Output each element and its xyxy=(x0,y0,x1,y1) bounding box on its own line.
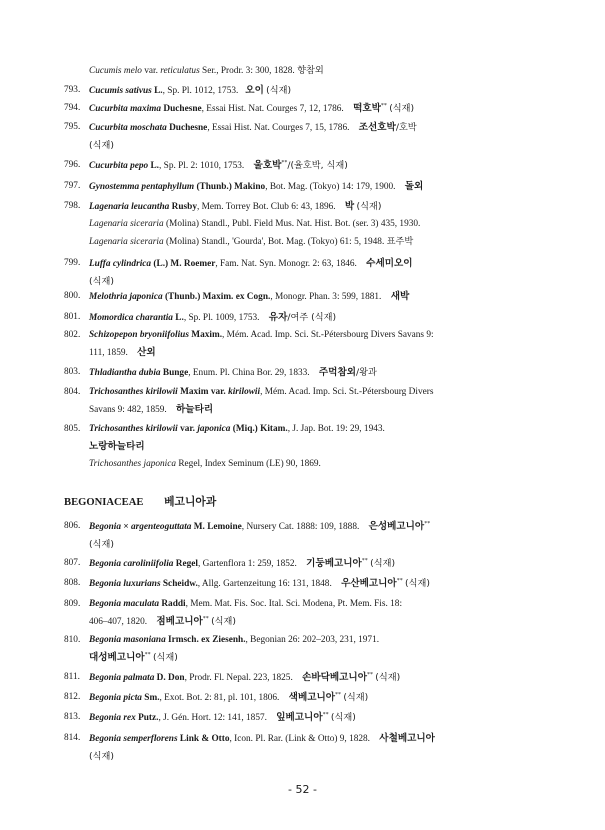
entry-number: 798. xyxy=(64,201,81,211)
species-entry xyxy=(64,198,544,251)
begonia-entry xyxy=(64,709,544,727)
entry-text: Begonia rex Putz., J. Gén. Hort. 12: 141, 1857. 잎베고니아** (식재) xyxy=(89,711,356,723)
entry-text: Cucumis sativus L., Sp. Pl. 1012, 1753. 오이 (식재) xyxy=(89,85,292,96)
species-entry xyxy=(64,364,544,382)
entry-text: Begonia semperflorens Link & Otto, Icon. Pl. Rar. (Link & Otto) 9, 1828. 사철베고니아 (식재) xyxy=(89,733,435,762)
entry-number: 802. xyxy=(64,330,81,340)
entry-number: 811. xyxy=(64,672,80,682)
entry-number: 805. xyxy=(64,424,81,434)
entry-number: 800. xyxy=(64,291,81,301)
entry-number: 797. xyxy=(64,181,81,191)
species-entry xyxy=(64,288,544,306)
entry-text: Trichosanthes kirilowii Maxim var. kirilowii, Mém. Acad. Imp. Sci. St.-Pétersbourg Divers Savans 9: 482, 1859. 하늘타리 xyxy=(89,387,434,415)
entry-text: Begonia masoniana Irmsch. ex Ziesenh., Begonian 26: 202–203, 231, 1971. 대성베고니아** (식재) xyxy=(89,635,380,663)
entry-number: 809. xyxy=(64,599,81,609)
entry-text: Momordica charantia L., Sp. Pl. 1009, 1753. 유자/여주 (식재) xyxy=(89,312,337,323)
entry-number: 804. xyxy=(64,387,81,397)
begonia-entry xyxy=(64,555,544,573)
entry-text: Melothria japonica (Thunb.) Maxim. ex Cogn., Monogr. Phan. 3: 599, 1881. 새박 xyxy=(89,291,410,302)
begonia-entry xyxy=(64,669,544,687)
entry-text: Schizopepon bryoniifolius Maxim., Mém. Acad. Imp. Sci. St.-Pétersbourg Divers Savans 9: 111, 1859. 산외 xyxy=(89,330,434,358)
entry-text: Cucurbita maxima Duchesne, Essai Hist. Nat. Courges 7, 12, 1786. 떡호박** (식재) xyxy=(89,102,415,114)
begonia-entry xyxy=(64,575,544,593)
begonia-entry xyxy=(64,689,544,707)
entry-number: 801. xyxy=(64,312,81,322)
species-entry xyxy=(64,384,544,419)
species-entry xyxy=(64,100,544,118)
entry-number: 794. xyxy=(64,103,81,113)
species-entry xyxy=(64,255,544,291)
entry-number: 813. xyxy=(64,712,81,722)
entry-text: Begonia palmata D. Don, Prodr. Fl. Nepal. 223, 1825. 손바닥베고니아** (식재) xyxy=(89,671,401,683)
entry-number: 795. xyxy=(64,122,81,132)
entry-number: 796. xyxy=(64,160,81,170)
section-latin-name: BEGONIACEAE xyxy=(64,497,144,508)
entry-number: 812. xyxy=(64,692,81,702)
entry-number: 810. xyxy=(64,635,81,645)
entry-number: 814. xyxy=(64,733,81,743)
entry-text: Begonia caroliniifolia Regel, Gartenflora 1: 259, 1852. 기둥베고니아** (식재) xyxy=(89,557,396,569)
entry-text: Begonia maculata Raddi, Mem. Mat. Fis. Soc. Ital. Sci. Modena, Pt. Mem. Fis. 18: 406–407, 1820. 점베고니아** (식재) xyxy=(89,599,403,627)
entry-number: 803. xyxy=(64,367,81,377)
species-entry xyxy=(64,178,544,196)
species-entry xyxy=(64,327,544,362)
page-number: - 52 - xyxy=(288,783,317,796)
species-entry xyxy=(64,82,544,100)
species-entry xyxy=(64,62,544,80)
entry-number: 799. xyxy=(64,258,81,268)
entry-text: Cucurbita moschata Duchesne, Essai Hist. Nat. Courges 7, 15, 1786. 조선호박/호박 (식재) xyxy=(89,122,417,151)
section-korean-name: 베고니아과 xyxy=(164,495,217,508)
entry-number: 806. xyxy=(64,521,81,531)
species-entry xyxy=(64,119,544,155)
entry-text: Begonia × argenteoguttata M. Lemoine, Nursery Cat. 1888: 109, 1888. 은성베고니아** (식재) xyxy=(89,520,431,550)
entry-number: 808. xyxy=(64,578,81,588)
entry-number: 793. xyxy=(64,85,81,95)
entry-text: Trichosanthes kirilowii var. japonica (Miq.) Kitam., J. Jap. Bot. 19: 29, 1943. 노랑하늘타리 Trichosanthes japonica Regel, Index Seminum (LE) 90, 1869. xyxy=(89,424,385,469)
entry-text: Cucumis melo var. reticulatus Ser., Prodr. 3: 300, 1828. 향참외 xyxy=(89,65,324,76)
entry-text: Lagenaria leucantha Rusby, Mem. Torrey Bot. Club 6: 43, 1896. 박 (식재) Lagenaria siceraria (Molina) Standl., Publ. Field Mus. Nat. Hist. Bot. (ser. 3) 435, 1930. Lagenaria siceraria (Molina) Standl., 'Gourda', Bot. Mag. (Tokyo) 61: 5, 1948. 표주박 xyxy=(89,201,421,247)
species-entry xyxy=(64,157,544,175)
species-entry xyxy=(64,421,544,473)
entry-text: Begonia picta Sm., Exot. Bot. 2: 81, pl. 101, 1806. 색베고니아** (식재) xyxy=(89,691,369,703)
entry-text: Luffa cylindrica (L.) M. Roemer, Fam. Nat. Syn. Monogr. 2: 63, 1846. 수세미오이 (식재) xyxy=(89,258,413,287)
begonia-entry xyxy=(64,518,544,554)
entry-text: Cucurbita pepo L., Sp. Pl. 2: 1010, 1753. 울호박**/(율호박, 식재) xyxy=(89,159,348,171)
begonia-entry xyxy=(64,632,544,667)
section-heading xyxy=(64,494,216,509)
entry-text: Thladiantha dubia Bunge, Enum. Pl. China Bor. 29, 1833. 주먹참외/왕과 xyxy=(89,367,377,378)
species-entry xyxy=(64,309,544,327)
begonia-entry xyxy=(64,596,544,631)
entry-text: Begonia luxurians Scheidw., Allg. Gartenzeitung 16: 131, 1848. 우산베고니아** (식재) xyxy=(89,577,430,589)
entry-text: Gynostemma pentaphyllum (Thunb.) Makino, Bot. Mag. (Tokyo) 14: 179, 1900. 돌외 xyxy=(89,181,424,192)
entry-number: 807. xyxy=(64,558,81,568)
begonia-entry xyxy=(64,730,544,766)
